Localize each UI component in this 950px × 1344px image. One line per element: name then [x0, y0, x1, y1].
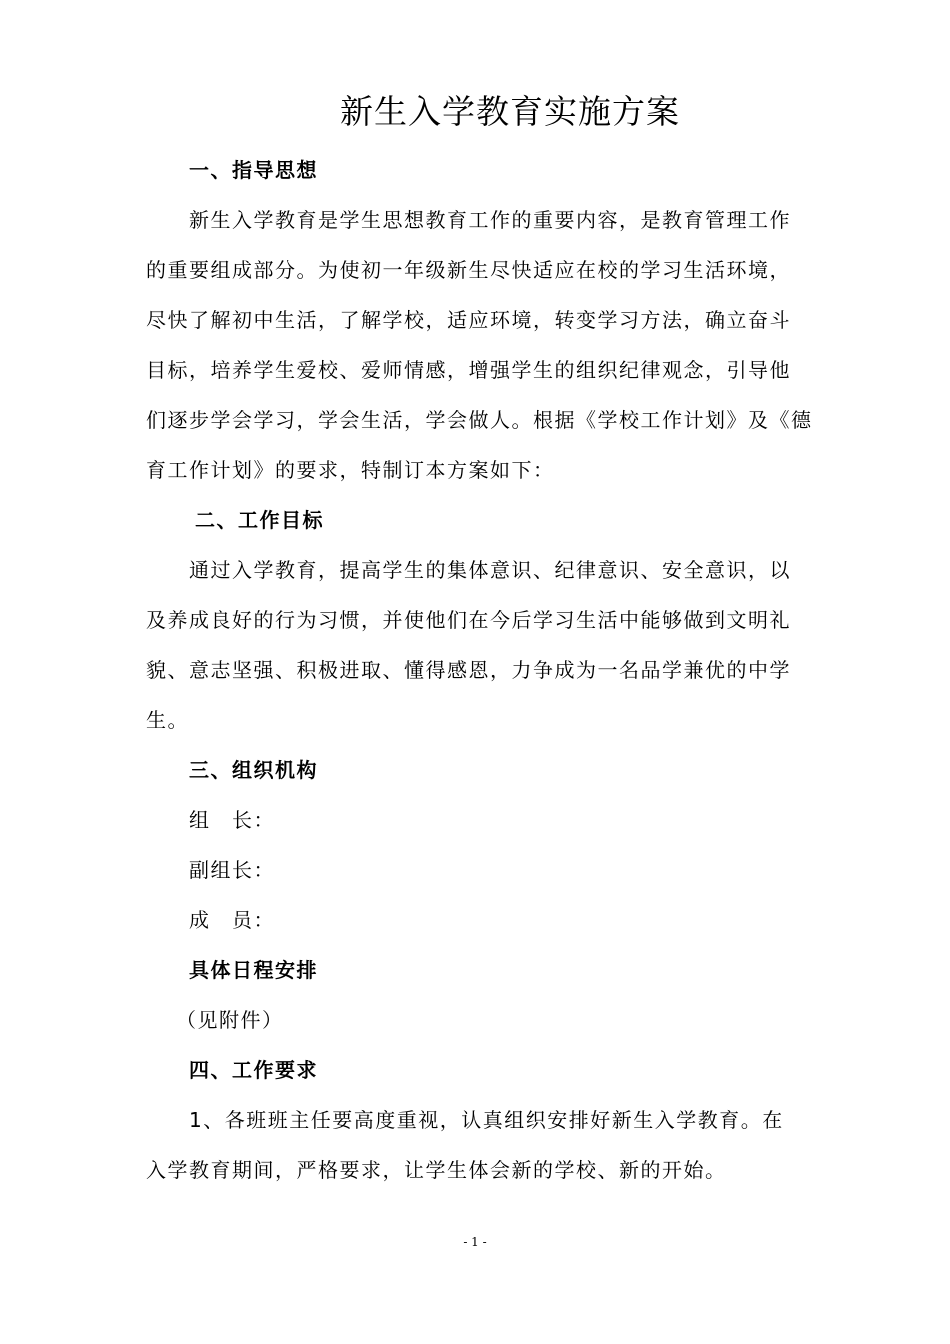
paragraph-line: 生。	[146, 708, 189, 732]
paragraph-line: 1、各班班主任要高度重视，认真组织安排好新生入学教育。在	[189, 1108, 784, 1132]
leader-label: 组 长：	[189, 808, 275, 832]
section-2-heading: 二、工作目标	[195, 508, 324, 532]
section-1-heading: 一、指导思想	[189, 158, 318, 182]
paragraph-line: 们逐步学会学习，学会生活，学会做人。根据《学校工作计划》及《德	[146, 408, 813, 432]
paragraph-line: 及养成良好的行为习惯，并使他们在今后学习生活中能够做到文明礼	[146, 608, 791, 632]
paragraph-line: 的重要组成部分。为使初一年级新生尽快适应在校的学习生活环境，	[146, 258, 791, 282]
paragraph-line: 貌、意志坚强、积极进取、懂得感恩，力争成为一名品学兼优的中学	[146, 658, 791, 682]
section-4-heading: 四、工作要求	[189, 1058, 318, 1082]
paragraph-line: 尽快了解初中生活，了解学校，适应环境，转变学习方法，确立奋斗	[146, 308, 791, 332]
schedule-note: （见附件）	[176, 1008, 284, 1032]
paragraph-line: 目标，培养学生爱校、爱师情感，增强学生的组织纪律观念，引导他	[146, 358, 791, 382]
members-label: 成 员：	[189, 908, 275, 932]
schedule-heading: 具体日程安排	[189, 958, 318, 982]
document-title: 新生入学教育实施方案	[340, 92, 680, 131]
paragraph-line: 新生入学教育是学生思想教育工作的重要内容，是教育管理工作	[189, 208, 791, 232]
deputy-leader-label: 副组长：	[189, 858, 275, 882]
paragraph-line: 育工作计划》的要求，特制订本方案如下：	[146, 458, 555, 482]
paragraph-line: 入学教育期间，严格要求，让学生体会新的学校、新的开始。	[146, 1158, 727, 1182]
paragraph-line: 通过入学教育，提高学生的集体意识、纪律意识、安全意识，以	[189, 558, 791, 582]
page-number: - 1 -	[463, 1235, 487, 1249]
section-3-heading: 三、组织机构	[189, 758, 318, 782]
